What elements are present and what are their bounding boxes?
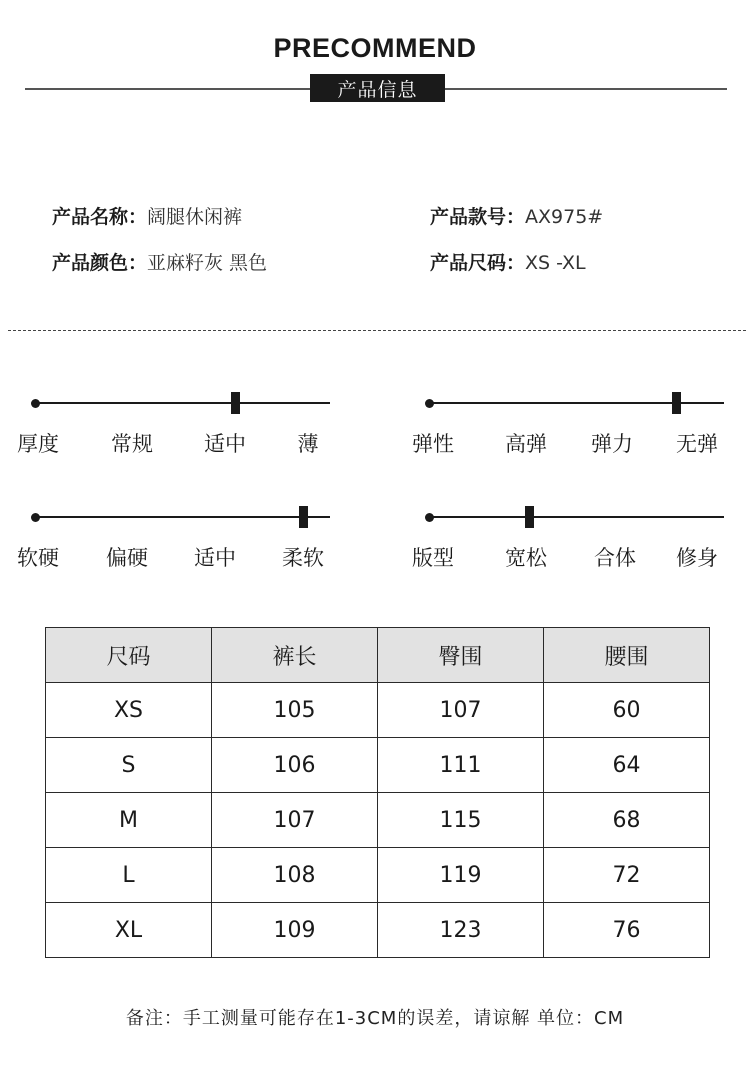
table-cell: 111 <box>378 738 544 793</box>
scale-start-dot <box>31 399 40 408</box>
scale-label: 合体 <box>594 546 636 570</box>
product-style-row <box>430 202 603 229</box>
table-cell: 107 <box>212 793 378 848</box>
table-header-row <box>46 628 710 683</box>
scale-label: 宽松 <box>505 546 547 570</box>
product-size-label: 产品尺码： <box>430 252 526 274</box>
product-color-label: 产品颜色： <box>52 252 148 274</box>
product-size-value: XS -XL <box>525 252 586 274</box>
table-cell: 68 <box>544 793 710 848</box>
scale-label: 偏硬 <box>106 546 148 570</box>
product-style-value: AX975# <box>525 206 604 228</box>
page-title: PRECOMMEND <box>273 33 477 63</box>
scale-marker <box>231 392 240 414</box>
scale-track <box>35 402 330 404</box>
table-cell: 109 <box>212 903 378 958</box>
table-row <box>46 738 710 793</box>
product-name-label: 产品名称： <box>52 206 148 228</box>
table-row <box>46 903 710 958</box>
scale-label: 弹力 <box>591 432 633 456</box>
table-row <box>46 848 710 903</box>
table-cell: M <box>46 793 212 848</box>
table-cell: XL <box>46 903 212 958</box>
scale-label: 适中 <box>194 546 236 570</box>
scale-start-dot <box>31 513 40 522</box>
product-color-value: 亚麻籽灰 黑色 <box>147 252 268 274</box>
table-cell: 115 <box>378 793 544 848</box>
table-cell: 123 <box>378 903 544 958</box>
product-style-label: 产品款号： <box>430 206 526 228</box>
scale-label: 适中 <box>204 432 246 456</box>
dashed-divider <box>8 330 746 331</box>
table-row <box>46 793 710 848</box>
scale-label: 无弹 <box>676 432 718 456</box>
product-name-value: 阔腿休闲裤 <box>147 206 243 228</box>
scale-marker <box>299 506 308 528</box>
table-header-cell: 裤长 <box>212 628 378 683</box>
table-cell: 106 <box>212 738 378 793</box>
table-cell: 76 <box>544 903 710 958</box>
table-cell: 105 <box>212 683 378 738</box>
footnote: 备注：手工测量可能存在1-3CM的误差，请谅解 单位：CM <box>125 1008 625 1029</box>
size-table <box>45 627 710 958</box>
table-cell: S <box>46 738 212 793</box>
scale-label: 版型 <box>412 546 454 570</box>
table-cell: XS <box>46 683 212 738</box>
scale-marker <box>672 392 681 414</box>
table-cell: 119 <box>378 848 544 903</box>
table-cell: 64 <box>544 738 710 793</box>
table-cell: 107 <box>378 683 544 738</box>
scale-start-dot <box>425 399 434 408</box>
table-cell: 60 <box>544 683 710 738</box>
scale-track <box>35 516 330 518</box>
product-size-row <box>430 248 586 275</box>
scale-track <box>429 516 724 518</box>
table-header-cell: 臀围 <box>378 628 544 683</box>
product-color-row <box>52 248 267 275</box>
scale-marker <box>525 506 534 528</box>
scale-label: 修身 <box>676 546 718 570</box>
table-header-cell: 腰围 <box>544 628 710 683</box>
table-cell: 72 <box>544 848 710 903</box>
scale-label: 高弹 <box>505 432 547 456</box>
product-name-row <box>52 202 242 229</box>
scale-label: 厚度 <box>17 432 59 456</box>
table-cell: L <box>46 848 212 903</box>
section-badge: 产品信息 <box>310 74 445 102</box>
scale-start-dot <box>425 513 434 522</box>
table-header-cell: 尺码 <box>46 628 212 683</box>
scale-label: 柔软 <box>282 546 324 570</box>
table-row <box>46 683 710 738</box>
scale-label: 软硬 <box>17 546 59 570</box>
scale-label: 常规 <box>111 432 153 456</box>
table-cell: 108 <box>212 848 378 903</box>
scale-label: 弹性 <box>412 432 454 456</box>
scale-label: 薄 <box>297 432 319 456</box>
